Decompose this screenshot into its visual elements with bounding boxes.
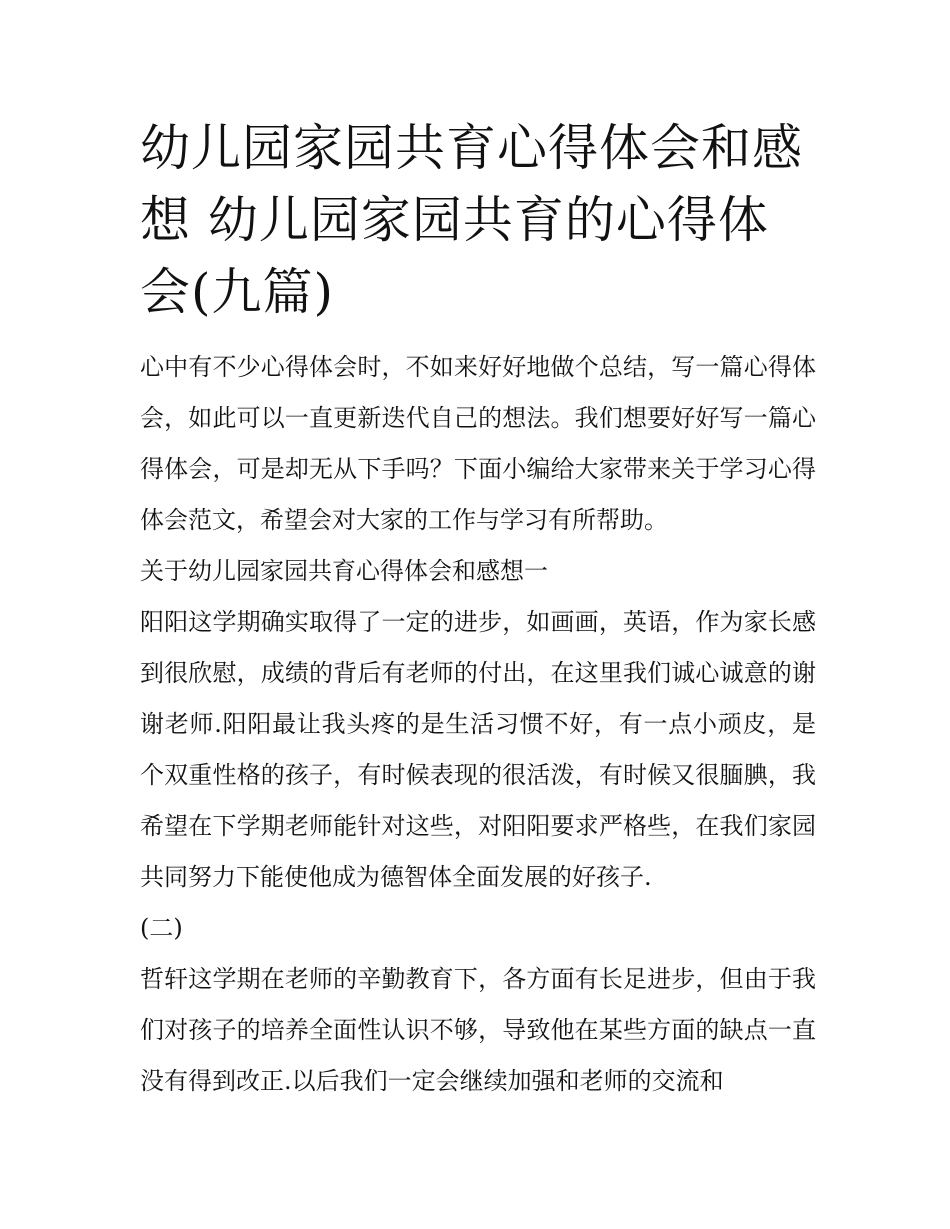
- body-paragraph-2: 哲轩这学期在老师的辛勤教育下，各方面有长足进步，但由于我们对孩子的培养全面性认识不够，导致他在某些方面的缺点一直没有得到改正.以后我们一定会继续加强和老师的交流和: [140, 965, 816, 1095]
- section-heading-2: (二): [140, 914, 183, 942]
- section-heading-1: 关于幼儿园家园共育心得体会和感想一: [140, 557, 548, 585]
- document-title: 幼儿园家园共育心得体会和感想 幼儿园家园共育的心得体会(九篇): [140, 119, 803, 321]
- document-body: [140, 112, 816, 1107]
- body-paragraph-1: 阳阳这学期确实取得了一定的进步，如画画，英语，作为家长感到很欣慰，成绩的背后有老师的付出，在这里我们诚心诚意的谢谢老师.阳阳最让我头疼的是生活习惯不好，有一点小顽皮，是个双重性格的孩子，有时候表现的很活泼，有时候又很腼腆，我希望在下学期老师能针对这些，对阳阳要求严格些，在我们家园共同努力下能使他成为德智体全面发展的好孩子.: [140, 608, 816, 891]
- intro-paragraph: 心中有不少心得体会时，不如来好好地做个总结，写一篇心得体会，如此可以一直更新迭代自己的想法。我们想要好好写一篇心得体会，可是却无从下手吗？下面小编给大家带来关于学习心得体会范文，希望会对大家的工作与学习有所帮助。: [140, 353, 816, 534]
